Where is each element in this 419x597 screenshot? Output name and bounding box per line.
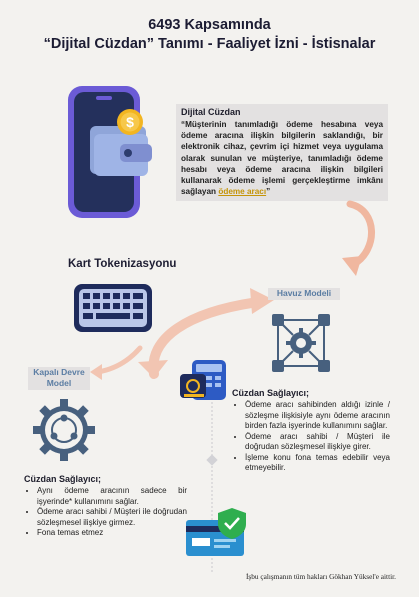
list-item: • Ödeme aracı sahibi / Müşteri ile doğrudan sözleşmesel ilişkiye girer.: [245, 432, 390, 453]
title-line-2: “Dijital Cüzdan” Tanımı - Faaliyet İzni - İstisnalar: [43, 36, 376, 52]
pool-provider-list: [234, 400, 390, 474]
closed-provider-heading: Cüzdan Sağlayıcı;: [24, 474, 102, 484]
tokenization-heading: Kart Tokenizasyonu: [68, 258, 177, 270]
definition-heading: Dijital Cüzdan: [181, 107, 241, 117]
definition-body: [181, 119, 383, 197]
closed-provider-list: [26, 486, 187, 539]
definition-closing: ”: [266, 187, 271, 197]
arrow-icon: [320, 200, 380, 290]
list-item: • İşleme konu fona temas edebilir veya etmeyebilir.: [245, 453, 390, 474]
closed-model-label-line2: Model: [46, 378, 72, 388]
list-item: • Ödeme aracı sahibinden aldığı izinle / sözleşme ilişkisiyle aynı ödeme aracının birden fazla işyerinde kullanımını sağlar.: [245, 400, 390, 432]
definition-card: [176, 104, 388, 201]
pool-model-label: Havuz Modeli: [268, 288, 340, 300]
copyright-footer: İşbu çalışmanın tüm hakları Gökhan Yüksel'e aittir.: [246, 572, 396, 581]
divider-diamond-icon: [206, 454, 218, 466]
secure-card-icon: [184, 506, 250, 558]
page-title: [0, 16, 419, 54]
pool-provider-heading: Cüzdan Sağlayıcı;: [232, 388, 310, 398]
definition-text: “Müşterinin tanımladığı ödeme hesabına veya ödeme aracına ilişkin bilgilerin saklandığı, bir elektronik cihaz, çevrim içi hizmet veya uygulama olarak sunulan ve müşteriye, tanımladığı ödeme hesabı veya ödeme aracına ilişkin bilgileri kullanarak ödeme işlemi gerçekleştirme imkânı sağlayan: [181, 120, 383, 197]
arrow-icon: [86, 344, 146, 384]
list-item: • Aynı ödeme aracının sadece bir işyerinde* kullanımını sağlar.: [37, 486, 187, 507]
phone-wallet-icon: [58, 82, 170, 222]
list-item: • Ödeme aracı sahibi / Müşteri ile doğrudan sözleşmesel ilişkiye girmez.: [37, 507, 187, 528]
pos-terminal-icon: [176, 358, 228, 404]
closed-model-label-line1: Kapalı Devre: [33, 367, 85, 377]
title-line-1: 6493 Kapsamında: [148, 17, 271, 33]
list-item: • Fona temas etmez: [37, 528, 187, 539]
closed-model-label: [28, 367, 90, 390]
network-gear-icon: [268, 310, 334, 376]
svg-text:$: $: [126, 114, 134, 130]
payment-instrument-link[interactable]: ödeme aracı: [218, 187, 267, 197]
gear-cycle-icon: [32, 398, 96, 462]
